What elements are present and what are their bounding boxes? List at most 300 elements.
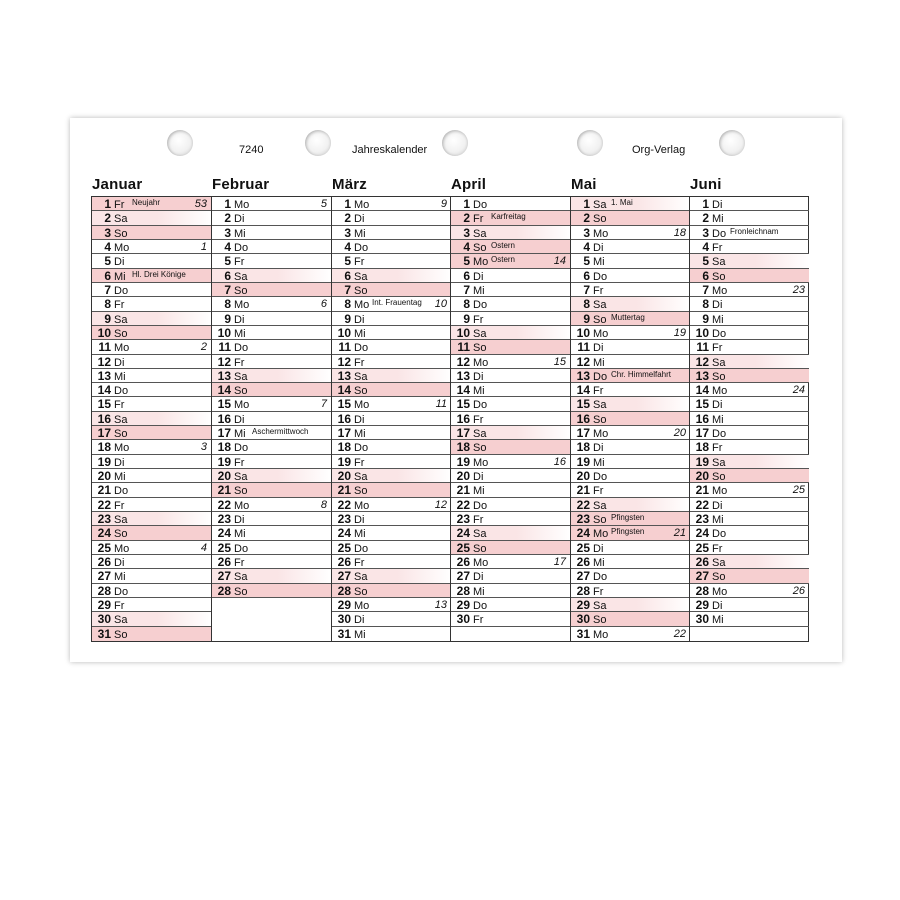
weekday-label: Mi [114,270,126,283]
weekday-label: Do [234,542,249,555]
day-row [92,512,211,526]
weekday-label: Mo [473,256,489,269]
day-number: 15 [337,397,351,412]
day-row [451,397,570,411]
weekday-label: Mo [593,428,609,441]
day-number: 27 [337,569,351,584]
week-number: 8 [320,498,327,511]
day-number: 28 [456,583,470,598]
weekday-label: Mi [354,227,366,240]
day-number: 26 [97,555,111,569]
weekday-label: Mi [473,385,485,398]
day-number: 15 [576,397,590,412]
holiday-label: Chr. Himmelfahrt [611,369,672,379]
day-row [571,627,690,641]
weekday-label: So [593,413,607,426]
day-row [690,541,809,555]
holiday-label: Karfreitag [491,212,526,222]
weekday-label: Fr [354,356,365,369]
day-number: 6 [344,268,351,283]
weekday-label: Sa [114,213,128,226]
day-row [92,226,211,240]
calendar-title: Jahreskalender [352,144,428,156]
day-number: 17 [337,426,351,441]
day-row [92,598,211,612]
day-number: 22 [456,497,470,512]
weekday-label: So [114,628,128,641]
weekday-label: Fr [593,485,604,498]
day-number: 21 [695,483,709,498]
weekday-label: So [473,442,487,455]
day-number: 2 [583,211,590,226]
day-number: 11 [218,340,231,355]
weekday-label: Mo [234,399,250,412]
weekday-label: Do [593,471,608,484]
day-row [571,598,690,612]
day-number: 20 [217,469,231,484]
day-number: 6 [224,268,231,283]
day-number: 30 [695,612,709,627]
week-number: 19 [673,326,686,339]
weekday-label: Fr [114,599,125,612]
weekday-label: Sa [234,571,248,584]
day-number: 10 [337,325,351,340]
day-row [332,326,451,340]
weekday-label: Sa [234,270,248,283]
day-number: 10 [576,325,590,340]
weekday-label: Fr [354,456,365,469]
day-row [332,584,451,598]
weekday-label: Do [712,327,727,340]
day-row [92,397,211,411]
day-number: 16 [97,411,111,426]
weekday-label: Sa [354,471,368,484]
day-number: 13 [97,368,111,383]
day-number: 9 [344,311,351,326]
day-number: 10 [456,325,470,340]
day-number: 14 [337,383,351,398]
month-name-januar: Januar [92,176,143,193]
day-row [92,426,211,440]
day-number: 24 [695,526,709,541]
day-row [690,598,809,612]
week-number: 13 [434,598,447,611]
week-number: 15 [553,355,566,368]
weekday-label: Mo [712,585,728,598]
day-row [571,569,690,583]
day-row [451,469,570,483]
week-number: 16 [553,455,566,468]
day-number: 20 [337,469,351,484]
week-number: 12 [434,498,447,511]
day-row [451,440,570,454]
weekday-label: Fr [354,557,365,569]
day-row [571,340,690,354]
weekday-label: Mi [593,557,605,569]
weekday-label: Mo [473,456,489,469]
weekday-label: Do [114,585,129,598]
day-row [690,355,809,369]
day-row [571,383,690,397]
day-row [451,283,570,297]
weekday-label: Mo [114,342,130,355]
weekday-label: Mo [712,385,728,398]
day-number: 11 [577,340,590,355]
weekday-label: Fr [473,413,484,426]
weekday-label: Do [354,542,369,555]
day-number: 19 [695,454,709,469]
weekday-label: Sa [712,256,726,269]
week-number: 7 [320,398,327,411]
day-number: 30 [337,612,351,627]
day-number: 19 [337,454,351,469]
weekday-label: Mi [354,327,366,340]
day-number: 30 [456,612,470,627]
day-row [212,297,331,311]
weekday-label: Do [473,199,488,211]
day-number: 12 [576,354,590,369]
weekday-label: Do [114,485,129,498]
week-number: 6 [320,298,327,311]
day-row [571,498,690,512]
day-number: 23 [217,512,231,527]
day-number: 6 [104,268,111,283]
day-row [92,483,211,497]
day-row [332,440,451,454]
day-number: 13 [576,368,590,383]
day-number: 8 [702,297,709,312]
holiday-label: Int. Frauentag [372,298,422,308]
weekday-label: Fr [473,313,484,326]
day-row [571,584,690,598]
day-number: 22 [97,497,111,512]
weekday-label: Di [593,442,604,455]
day-row [212,254,331,268]
holiday-label: Pfingsten [611,513,645,523]
weekday-label: Di [712,399,723,412]
day-row [451,197,570,211]
day-row [92,340,211,354]
day-number: 3 [344,225,351,240]
day-row [451,240,570,254]
weekday-label: Mi [354,528,366,541]
day-row [332,254,451,268]
day-row [571,355,690,369]
day-row [690,483,809,497]
weekday-label: Mi [354,428,366,441]
day-number: 2 [104,211,111,226]
day-number: 21 [337,483,351,498]
day-row [212,383,331,397]
day-number: 23 [456,512,470,527]
day-row [451,555,570,569]
day-row [571,483,690,497]
day-row [451,297,570,311]
day-number: 5 [463,254,470,269]
day-row [332,312,451,326]
day-row [451,269,570,283]
holiday-label: Aschermittwoch [252,427,309,437]
calendar-grid [91,196,809,642]
day-row [451,355,570,369]
month-name-juni: Juni [690,176,722,193]
day-number: 26 [695,555,709,569]
day-row [571,240,690,254]
day-row [92,326,211,340]
weekday-label: Sa [473,428,487,441]
week-number: 5 [320,198,327,210]
day-row [690,584,809,598]
day-row [332,240,451,254]
month-column-juni [689,197,809,641]
day-number: 18 [97,440,111,455]
day-number: 22 [337,497,351,512]
month-name-maerz: März [332,176,367,193]
day-number: 5 [224,254,231,269]
day-number: 31 [337,626,351,641]
day-row [332,397,451,411]
weekday-label: So [234,485,248,498]
day-number: 1 [583,197,590,211]
calendar-sheet [70,118,842,662]
day-number: 23 [337,512,351,527]
day-row [332,627,451,641]
weekday-label: Mi [114,571,126,584]
day-number: 29 [337,597,351,612]
weekday-label: Fr [354,256,365,269]
day-row [690,426,809,440]
day-row [212,555,331,569]
weekday-label: So [354,385,368,398]
weekday-label: Di [114,456,125,469]
day-row [92,383,211,397]
weekday-label: Mi [234,428,246,441]
day-row [332,412,451,426]
weekday-label: Mi [712,313,724,326]
publisher-name: Org-Verlag [632,144,686,156]
day-row [212,240,331,254]
day-row [212,498,331,512]
weekday-label: Mi [712,413,724,426]
day-row [451,526,570,540]
day-row [92,369,211,383]
day-row [690,312,809,326]
day-row [690,197,809,211]
weekday-label: So [114,327,128,340]
day-number: 29 [97,597,111,612]
day-number: 4 [224,239,231,254]
weekday-label: Sa [354,370,368,383]
weekday-label: So [593,313,607,326]
day-number: 20 [97,469,111,484]
day-row [92,498,211,512]
day-row [212,569,331,583]
day-number: 8 [344,297,351,312]
day-number: 25 [97,540,111,555]
day-number: 29 [695,597,709,612]
weekday-label: So [593,614,607,627]
day-number: 10 [695,325,709,340]
weekday-label: Di [234,313,245,326]
day-row [332,455,451,469]
day-number: 7 [344,282,351,297]
weekday-label: Mi [593,256,605,269]
day-row [451,455,570,469]
day-row [451,512,570,526]
weekday-label: Sa [593,399,607,412]
weekday-label: So [114,227,128,240]
day-row [92,455,211,469]
day-row [92,412,211,426]
day-row [332,498,451,512]
holiday-label: Ostern [491,255,516,265]
day-number: 17 [456,426,470,441]
day-row [212,211,331,225]
day-row [92,283,211,297]
month-column-maerz [331,197,451,641]
day-number: 6 [702,268,709,283]
weekday-label: Fr [114,499,125,512]
day-number: 28 [337,583,351,598]
day-row [451,598,570,612]
day-number: 10 [217,325,231,340]
day-number: 9 [104,311,111,326]
day-number: 9 [583,311,590,326]
day-number: 19 [576,454,590,469]
day-number: 6 [463,268,470,283]
day-row [690,412,809,426]
weekday-label: Mo [593,227,609,240]
day-number: 7 [463,282,470,297]
day-row [332,297,451,311]
day-number: 7 [702,282,709,297]
day-row [451,612,570,626]
week-number: 10 [434,298,447,311]
day-row [212,397,331,411]
day-number: 7 [583,282,590,297]
day-number: 12 [217,354,231,369]
weekday-label: Di [354,514,365,527]
day-number: 1 [104,197,111,211]
weekday-label: Di [354,413,365,426]
article-code: 7240 [239,144,264,156]
weekday-label: Fr [114,199,125,211]
weekday-label: So [593,213,607,226]
day-number: 11 [338,340,351,355]
weekday-label: Fr [234,557,245,569]
weekday-label: Fr [234,356,245,369]
day-row [92,269,211,283]
day-row [332,197,451,211]
weekday-label: So [354,284,368,297]
day-number: 14 [576,383,590,398]
holiday-label: Ostern [491,240,516,250]
weekday-label: Di [354,213,365,226]
day-number: 18 [456,440,470,455]
weekday-label: Fr [593,284,604,297]
day-row [92,440,211,454]
day-row [571,412,690,426]
day-number: 24 [576,526,590,541]
weekday-label: So [234,284,248,297]
day-number: 9 [702,311,709,326]
day-number: 20 [576,469,590,484]
day-number: 25 [337,540,351,555]
day-row [212,440,331,454]
day-number: 5 [702,254,709,269]
day-row [92,627,211,641]
holiday-label: Muttertag [611,312,645,322]
weekday-label: Di [473,471,484,484]
weekday-label: Do [234,241,249,254]
punch-hole-icon [442,130,468,156]
day-number: 25 [217,540,231,555]
day-number: 28 [695,583,709,598]
day-number: 8 [104,297,111,312]
day-row [451,569,570,583]
weekday-label: Sa [593,499,607,512]
day-row [451,340,570,354]
day-number: 26 [217,555,231,569]
weekday-label: Sa [114,313,128,326]
weekday-label: Mo [473,356,489,369]
weekday-label: Mi [234,327,246,340]
weekday-label: Fr [234,456,245,469]
day-number: 7 [104,282,111,297]
weekday-label: So [712,471,726,484]
weekday-label: So [354,585,368,598]
weekday-label: Fr [114,399,125,412]
day-row [690,211,809,225]
day-number: 16 [217,411,231,426]
day-row [571,526,690,540]
weekday-label: Do [473,599,488,612]
day-number: 28 [97,583,111,598]
day-number: 26 [337,555,351,569]
day-row [212,326,331,340]
day-row [92,211,211,225]
day-number: 28 [217,583,231,598]
weekday-label: Do [593,370,608,383]
day-number: 7 [224,282,231,297]
day-number: 17 [217,426,231,441]
day-row [571,555,690,569]
weekday-label: Do [473,299,488,312]
day-number: 22 [695,497,709,512]
day-row [451,254,570,268]
weekday-label: Do [712,227,727,240]
day-row [212,355,331,369]
day-row [690,269,809,283]
day-number: 3 [463,225,470,240]
day-row [690,440,809,454]
day-row [92,569,211,583]
day-row [571,469,690,483]
day-row [690,612,809,626]
day-row [332,526,451,540]
day-row [332,369,451,383]
day-row [571,211,690,225]
weekday-label: Mi [712,614,724,627]
day-number: 25 [456,540,470,555]
weekday-label: Mi [473,485,485,498]
day-row [212,283,331,297]
day-number: 16 [576,411,590,426]
weekday-label: Sa [593,299,607,312]
day-row [571,254,690,268]
day-number: 27 [456,569,470,584]
day-row [690,283,809,297]
